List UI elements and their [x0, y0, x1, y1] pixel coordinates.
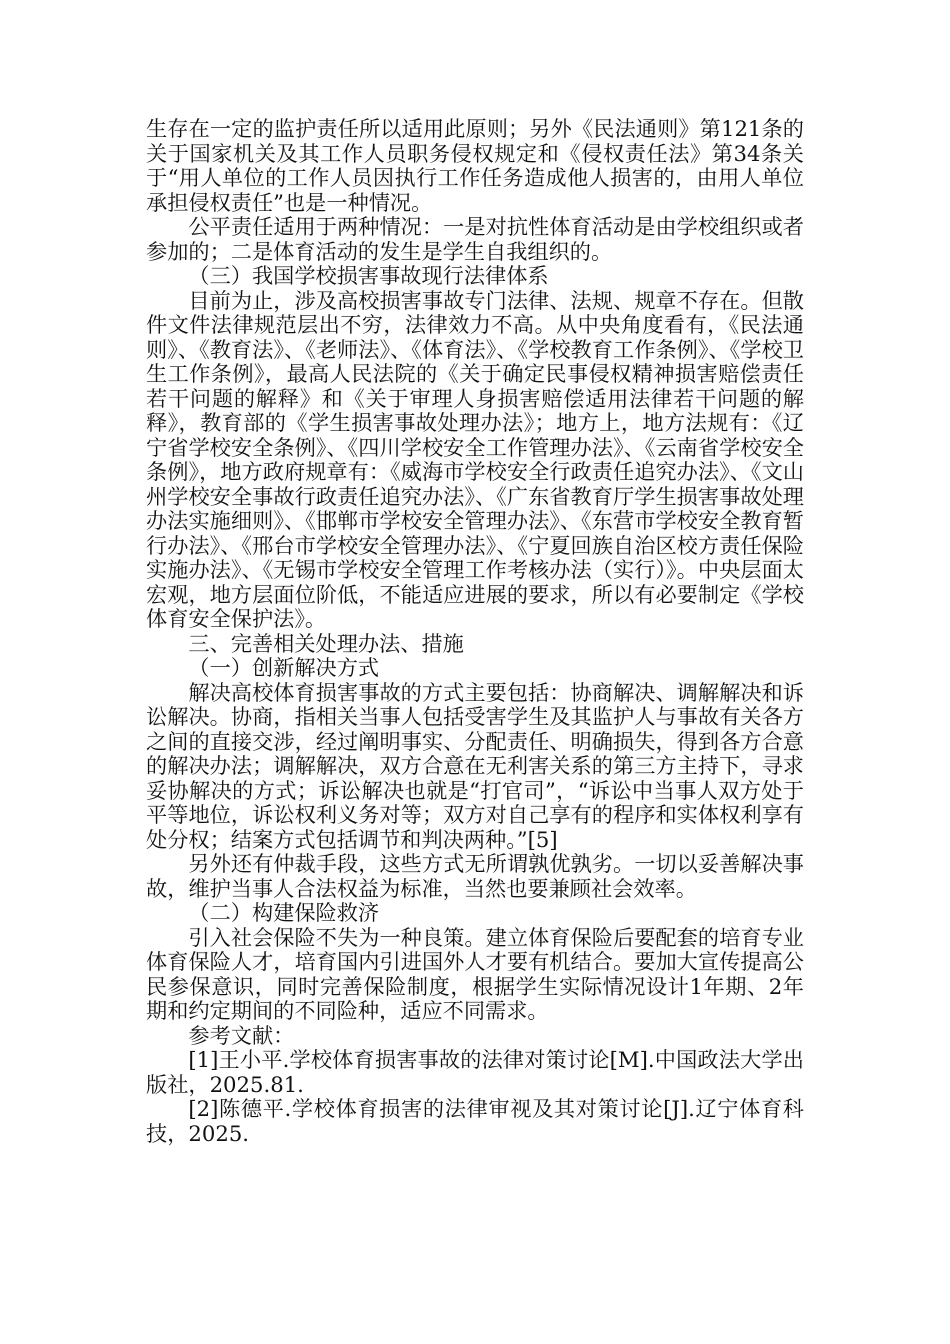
reference-item: [2]陈德平.学校体育损害的法律审视及其对策讨论[J].辽宁体育科技，2025.	[146, 1096, 804, 1146]
references-heading: 参考文献：	[188, 1022, 295, 1048]
reference-item: [1]王小平.学校体育损害事故的法律对策讨论[M].中国政法大学出版社，2025.81.	[146, 1047, 804, 1097]
section-heading-insurance: （二）构建保险救济	[188, 900, 380, 925]
section-heading-innovate-solutions: （一）创新解决方式	[188, 655, 380, 680]
paragraph-arbitration: 另外还有仲裁手段，这些方式无所谓孰优孰劣。一切以妥善解决事故，维护当事人合法权益为标准，当然也要兼顾社会效率。	[146, 851, 804, 901]
paragraph-fair-liability: 公平责任适用于两种情况：一是对抗性体育活动是由学校组织或者参加的；二是体育活动的发生是学生自我组织的。	[146, 214, 804, 264]
section-heading-improve-measures: 三、完善相关处理办法、措施	[188, 630, 464, 656]
document-body	[146, 117, 804, 1146]
section-heading-legal-system: （三）我国学校损害事故现行法律体系	[188, 263, 549, 288]
paragraph-legal-system: 目前为止，涉及高校损害事故专门法律、法规、规章不存在。但散件文件法律规范层出不穷，法律效力不高。从中央角度看有，《民法通则》、《教育法》、《老师法》、《体育法》、《学校教育工作条例》、《学校卫生工作条例》，最高人民法院的《关于确定民事侵权精神损害赔偿责任若干问题的解释》和《关于审理人身损害赔偿适用法律若干问题的解释》，教育部的《学生损害事故处理办法》；地方上，地方法规有：《辽宁省学校安全条例》、《四川学校安全工作管理办法》、《云南省学校安全条例》，地方政府规章有：《威海市学校安全行政责任追究办法》、《文山州学校安全事故行政责任追究办法》、《广东省教育厅学生损害事故处理办法实施细则》、《邯郸市学校安全管理办法》、《东营市学校安全教育暂行办法》、《邢台市学校安全管理办法》、《宁夏回族自治区校方责任保险实施办法》、《无锡市学校安全管理工作考核办法（实行）》。中央层面太宏观，地方层面位阶低，不能适应进展的要求，所以有必要制定《学校体育安全保护法》。	[146, 287, 804, 631]
paragraph-insurance: 引入社会保险不失为一种良策。建立体育保险后要配套的培育专业体育保险人才，培育国内引进国外人才要有机结合。要加大宣传提高公民参保意识，同时完善保险制度，根据学生实际情况设计1年期、2年期和约定期间的不同险种，适应不同需求。	[146, 924, 804, 1023]
paragraph-resolution-methods: 解决高校体育损害事故的方式主要包括：协商解决、调解解决和诉讼解决。协商，指相关当事人包括受害学生及其监护人与事故有关各方之间的直接交涉，经过阐明事实、分配责任、明确损失，得到各方合意的解决办法；调解解决，双方合意在无利害关系的第三方主持下，寻求妥协解决的方式；诉讼解决也就是“打官司”，“诉讼中当事人双方处于平等地位，诉讼权利义务对等；双方对自己享有的程序和实体权利享有处分权；结案方式包括调节和判决两种。”[5]	[146, 679, 804, 852]
paragraph-liability-continuation: 生存在一定的监护责任所以适用此原则；另外《民法通则》第121条的关于国家机关及其工作人员职务侵权规定和《侵权责任法》第34条关于“用人单位的工作人员因执行工作任务造成他人损害的，由用人单位承担侵权责任”也是一种情况。	[146, 116, 804, 215]
